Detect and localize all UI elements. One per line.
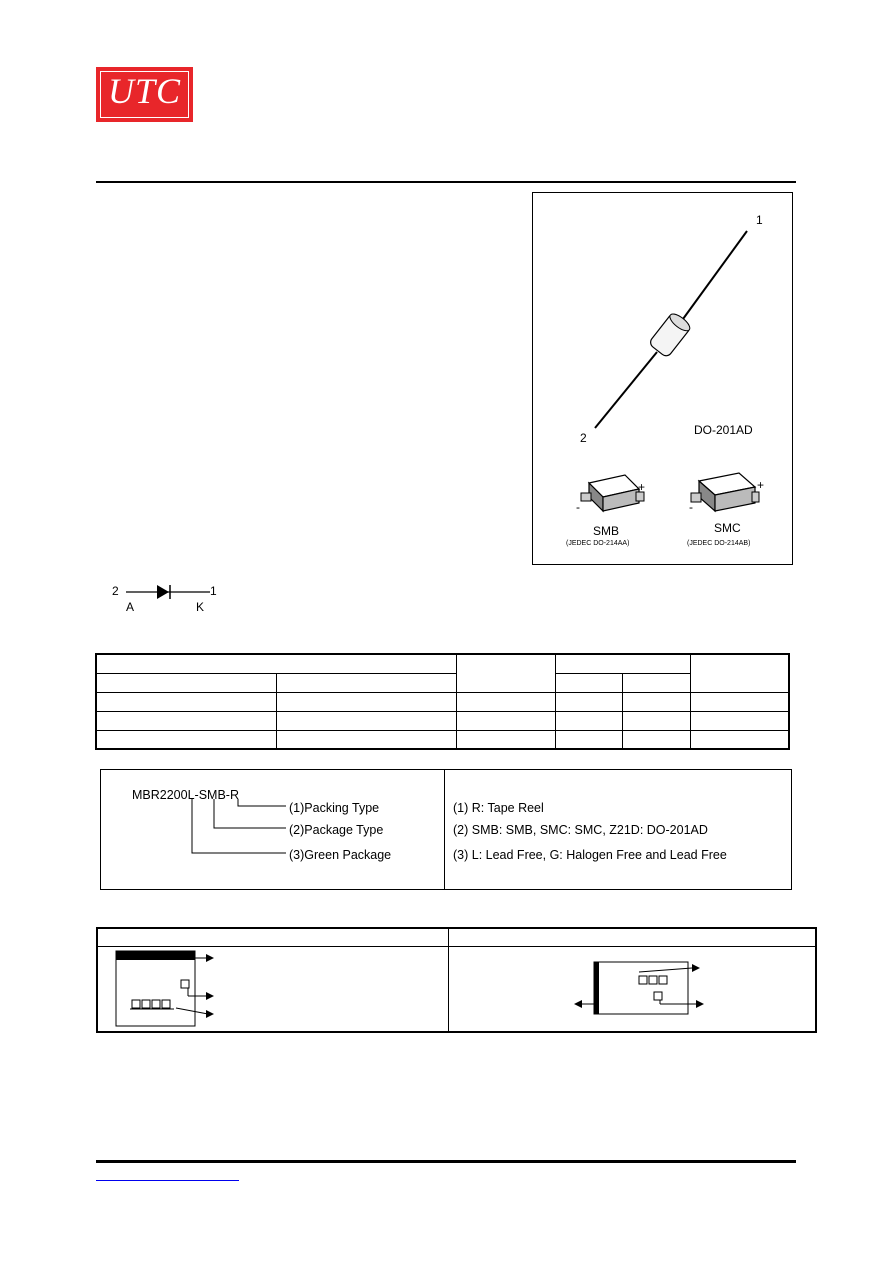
website-link[interactable]: [96, 1168, 239, 1181]
marking-drawing-axial: [112, 950, 222, 1030]
smb-plus: +: [638, 480, 646, 494]
logo-text: UTC: [107, 71, 182, 111]
diode-symbol: [108, 583, 223, 615]
smc-drawing: [691, 473, 759, 511]
part-number-example: MBR2200L-SMB-R: [132, 788, 239, 802]
symbol-pin1: 1: [210, 584, 217, 598]
header-rule: [96, 181, 796, 183]
footer-rule: [96, 1160, 796, 1163]
field-packing-type: (1)Packing Type: [289, 801, 380, 815]
smc-jedec: (JEDEC DO-214AB): [687, 540, 751, 547]
note-package: (2) SMB: SMB, SMC: SMC, Z21D: DO-201AD: [453, 823, 708, 837]
axial-diode-drawing: [595, 231, 747, 428]
smb-label: SMB: [593, 524, 620, 538]
smc-minus: -: [689, 500, 693, 514]
diode-symbol-icon: [126, 583, 210, 601]
package-drawings: [533, 193, 792, 564]
note-green: (3) L: Lead Free, G: Halogen Free and Lead Free: [453, 848, 727, 862]
package-illustration-box: [532, 192, 793, 565]
symbol-anode: A: [126, 600, 135, 614]
ordering-info-table: [95, 653, 790, 750]
symbol-pin2: 2: [112, 584, 119, 598]
smb-drawing: [581, 475, 644, 511]
marking-drawing-smd: [572, 960, 712, 1016]
field-green-package: (3)Green Package: [289, 848, 392, 862]
note-packing: (1) R: Tape Reel: [453, 801, 544, 815]
smc-label: SMC: [714, 521, 741, 535]
smb-minus: -: [576, 500, 580, 514]
smc-plus: +: [757, 478, 765, 492]
smb-jedec: (JEDEC DO-214AA): [566, 540, 630, 547]
field-package-type: (2)Package Type: [289, 823, 384, 837]
axial-pin1-label: 1: [756, 213, 763, 227]
utc-logo: [96, 67, 193, 122]
symbol-cathode: K: [196, 600, 205, 614]
axial-pin2-label: 2: [580, 431, 587, 445]
part-number-leader-lines: [100, 769, 445, 889]
do201ad-label: DO-201AD: [694, 423, 753, 437]
